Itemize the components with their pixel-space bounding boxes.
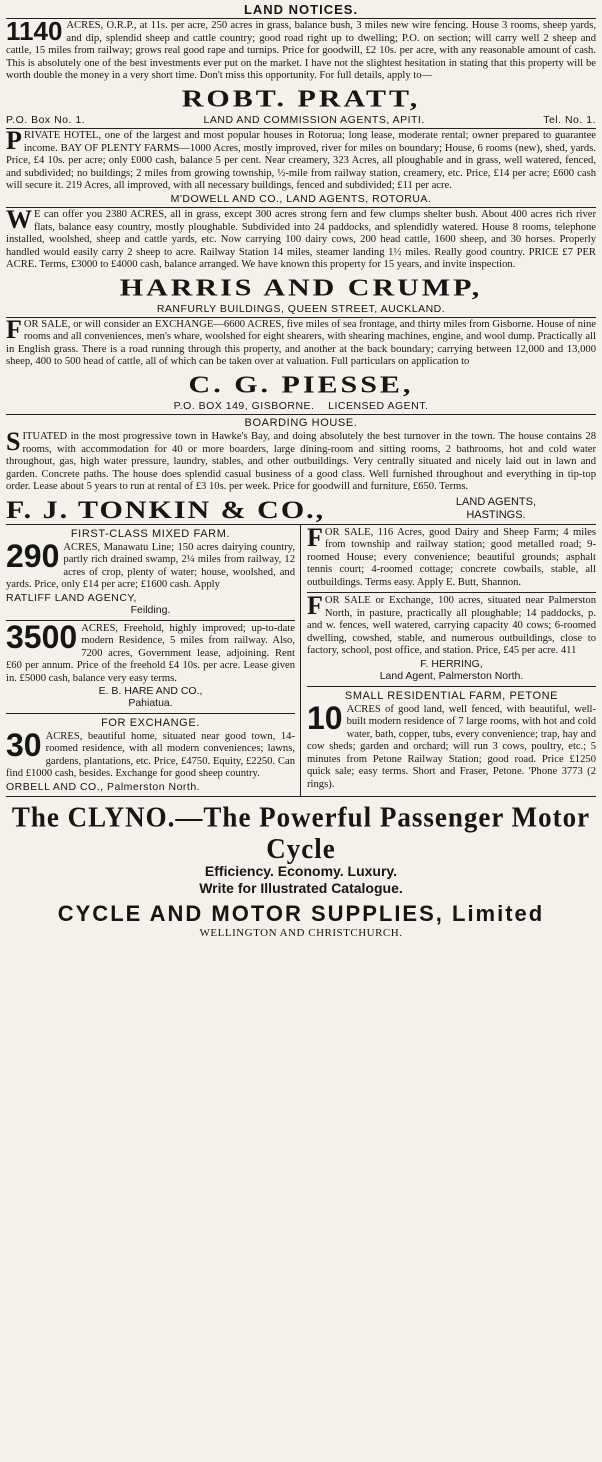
right-column xyxy=(301,525,596,796)
agent-town: Pahiatua. xyxy=(128,697,173,710)
ad-text: ITUATED in the most progressive town in Hawke's Bay, and doing absolutely the best turnover in the town. The house contains 28 rooms, with accommodation for 40 or more boarders, large dining-room and sitting rooms, 2 bathrooms, hot and cold water throughout, gas, high water pressure, laundry, stables, and other outbuildings. Very centrally situated and nicely laid out in lawn and garden. Concrete paths. The house does splendid casual business of a good class. Well furnished throughout and everything in tip-top order. Lease about 5 years to run at rental of £3 10s. per week. Price for goodwill and furniture, £650. Terms. xyxy=(6,431,596,493)
ad-herring xyxy=(307,593,596,686)
section-header: LAND NOTICES. xyxy=(6,0,596,19)
acre-figure: 30 xyxy=(6,726,42,763)
ad-text: ACRES of good land, well fenced, with beautiful, well-built modern residence of 7 large rooms, with hot and cold water, bath, copper, tubs, every convenience; trap, hay and cow sheds; garden and orchard; will run 3 cows, poultry, etc.; 5 minutes from Petone Railway Station; good road. Price £1250 quick sale; easy terms. Short and Fraser, Petone. 'Phone 3773 (2 rings). xyxy=(307,703,596,790)
ad-headline: The CLYNO.—The Powerful Passenger Motor Cycle xyxy=(11,801,591,865)
ad-mcdowell xyxy=(6,129,596,208)
po-box: P.O. BOX 149, GISBORNE. xyxy=(173,399,315,412)
ad-butt xyxy=(307,525,596,594)
acre-figure: 10 xyxy=(307,699,343,736)
company-cities: WELLINGTON AND CHRISTCHURCH. xyxy=(199,927,403,940)
ad-text: ACRES, Manawatu Line; 150 acres dairying country, partly rich drained swamp, 2¼ miles from railway, 12 acres of crop, plenty of water; house, woolshed, and yards. Price, only £14 per acre; £1600 cash. Apply xyxy=(6,541,295,591)
drop-cap: S xyxy=(6,427,21,457)
agent-row xyxy=(6,494,596,522)
ad-title: BOARDING HOUSE. xyxy=(244,417,358,430)
agent-name: C. G. PIESSE, xyxy=(188,371,414,399)
ad-text: E can offer you 2380 ACRES, all in grass, except 300 acres strong fern and few clumps shelter bush. About 400 acres rich river flats, balance easy country, mostly ploughable. Subdivided into 24 paddocks, and splendidly watered. House 8 rooms, telephone installed, woolshed, sheep and cattle yards, etc. Now carrying 100 dairy cows, 200 head cattle, 1600 sheep, and 30 horses. Properly handled would easily carry 2 sheep to acre. Railway Station 14 miles, steamer landing 1½ miles. Really good country. PRICE £7 PER ACRE. Terms, £3000 to £4000 cash, balance arranged. We have known this property for 15 years, and invite inspection. xyxy=(6,209,596,271)
agent-name: HARRIS AND CRUMP, xyxy=(119,273,483,301)
ad-piesse xyxy=(6,318,596,415)
telephone: Tel. No. 1. xyxy=(543,113,596,126)
company-name: CYCLE AND MOTOR SUPPLIES, Limited xyxy=(57,901,545,927)
ad-text: RIVATE HOTEL, one of the largest and most popular houses in Rotorua; long lease, moderate rental; owner prepared to guarantee income. BAY OF PLENTY FARMS—1000 Acres, mostly improved, river for miles on boundary; House, 6 rooms (new), shed, yards. Price, £4 10s. per acre; only £000 cash, balance 5 per cent. Near creamery, 323 Acres, all ploughable and in grass, well watered, fenced, and subdivided; no buildings; 2 miles from growing township, ½-mile from railway station, creamery, etc. Price, £14 per acre; £600 cash will secure it. 219 Acres, all improved, with all necessary buildings, fenced and subdivided; £11 per acre. xyxy=(6,130,596,192)
ad-clyno xyxy=(6,797,596,940)
agent-name: M'DOWELL AND CO., LAND AGENTS, ROTORUA. xyxy=(170,192,432,205)
ad-text: OR SALE or Exchange, 100 acres, situated near Palmerston North, in pasture, practically all ploughable; 14 paddocks, p. and w. fences, well watered, carrying capacity 40 cows; 6-roomed dwelling, cowshed, stable, and numerous outbuildings, close to factory, school, post office, and station. Price, £45 per acre. 411 xyxy=(307,595,596,657)
drop-cap: F xyxy=(6,317,22,344)
agent-role: LAND AGENTS, xyxy=(455,495,536,508)
acre-figure: 1140 xyxy=(6,19,63,47)
agent-name: F. J. TONKIN & CO., xyxy=(6,495,326,524)
agent-town: Feilding. xyxy=(130,604,171,617)
agent-address: RANFURLY BUILDINGS, QUEEN STREET, AUCKLAND. xyxy=(156,302,446,315)
agent-role: LAND AND COMMISSION AGENTS, APITI. xyxy=(203,113,425,126)
acre-figure: 290 xyxy=(6,537,60,574)
ad-orbell xyxy=(6,714,295,796)
ad-text: ACRES, Freehold, highly improved; up-to-date modern Residence, 5 miles from railway. Also, 7200 acres, Government lease, adjoining. Rent £60 per annum. Price of the freehold £4 10s. per acre. Lease given in. £5000 cash, balance very easy terms. xyxy=(6,622,295,684)
ad-catalogue: Write for Illustrated Catalogue. xyxy=(199,880,403,897)
acre-figure: 3500 xyxy=(6,620,78,655)
agent-name: ROBT. PRATT, xyxy=(181,84,421,112)
drop-cap: P xyxy=(6,129,22,156)
agent-name: RATLIFF LAND AGENCY, xyxy=(6,591,137,604)
drop-cap: W xyxy=(6,208,32,235)
ad-pratt xyxy=(6,19,596,129)
ad-title: SMALL RESIDENTIAL FARM, PETONE xyxy=(344,689,559,702)
ad-title: FIRST-CLASS MIXED FARM. xyxy=(70,527,231,540)
ad-text: ACRES, beautiful home, situated near good town, 14-roomed residence, with all modern conveniences; lawns, gardens, plantations, etc. Price, £4750. Equity, £2250. Can find £1000 cash, besides. Exchange for good sheep country. xyxy=(6,730,295,780)
agent-town: HASTINGS. xyxy=(466,508,526,521)
ad-text: ACRES, O.R.P., at 11s. per acre, 250 acres in grass, balance bush, 3 miles new wire fencing. House 3 rooms, sheep yards, and dip, splendid sheep and cattle country; good road right up to dwelling; P.O. on section; will carry well 2 sheep and cattle, 15 miles from railway; grows real good rape and turnips. Price for goodwill, £2 10s. per acre, with any reasonable amount of cash. This is absolutely one of the best investments ever put on the market. I have not the slightest hesitation in stating that this property will be worth double the money in a very short time. Don't miss this opportunity. For full details, apply to— xyxy=(6,20,596,82)
drop-cap: F xyxy=(307,524,323,552)
agent-name: ORBELL AND CO., Palmerston North. xyxy=(6,780,201,793)
agent-name: F. HERRING, xyxy=(420,657,483,670)
agent-role: LICENSED AGENT. xyxy=(328,399,429,412)
agent-details xyxy=(6,114,596,126)
ad-text: OR SALE, 116 Acres, good Dairy and Sheep Farm; 4 miles from township and railway station; good metalled road; 9-roomed House; every convenience; beautiful grounds; asphalt tennis court; 4-roomed cottage; concrete cowbails, stable, all outbuildings. Terms easy. Apply E. Butt, Shannon. xyxy=(307,526,596,588)
ad-text: OR SALE, or will consider an EXCHANGE—6600 ACRES, five miles of sea frontage, and thirty miles from Gisborne. House of nine rooms and all conveniences, men's whare, woolshed for eight shearers, with shearing machines, engine, and wool dump. Practically all in English grass. There is a road running through this property, and another at the back boundary; carrying between 12,000 and 13,000 sheep, 400 to 500 head of cattle, all of which can be taken over at valuation. Full particulars on application to xyxy=(6,318,596,368)
ad-short-fraser xyxy=(307,687,596,794)
ad-ratliff xyxy=(6,525,295,621)
drop-cap: F xyxy=(307,593,323,621)
agent-role: Land Agent, Palmerston North. xyxy=(379,670,524,683)
ad-hare xyxy=(6,621,295,714)
left-column xyxy=(6,525,301,796)
ad-title: FOR EXCHANGE. xyxy=(101,716,200,729)
ad-slogan: Efficiency. Economy. Luxury. xyxy=(204,863,398,880)
po-box: P.O. Box No. 1. xyxy=(6,113,86,126)
two-column-ads xyxy=(6,525,596,797)
ad-tonkin xyxy=(6,415,596,524)
agent-name: E. B. HARE AND CO., xyxy=(98,685,203,698)
ad-harris-crump xyxy=(6,208,596,318)
agent-details xyxy=(6,400,596,412)
